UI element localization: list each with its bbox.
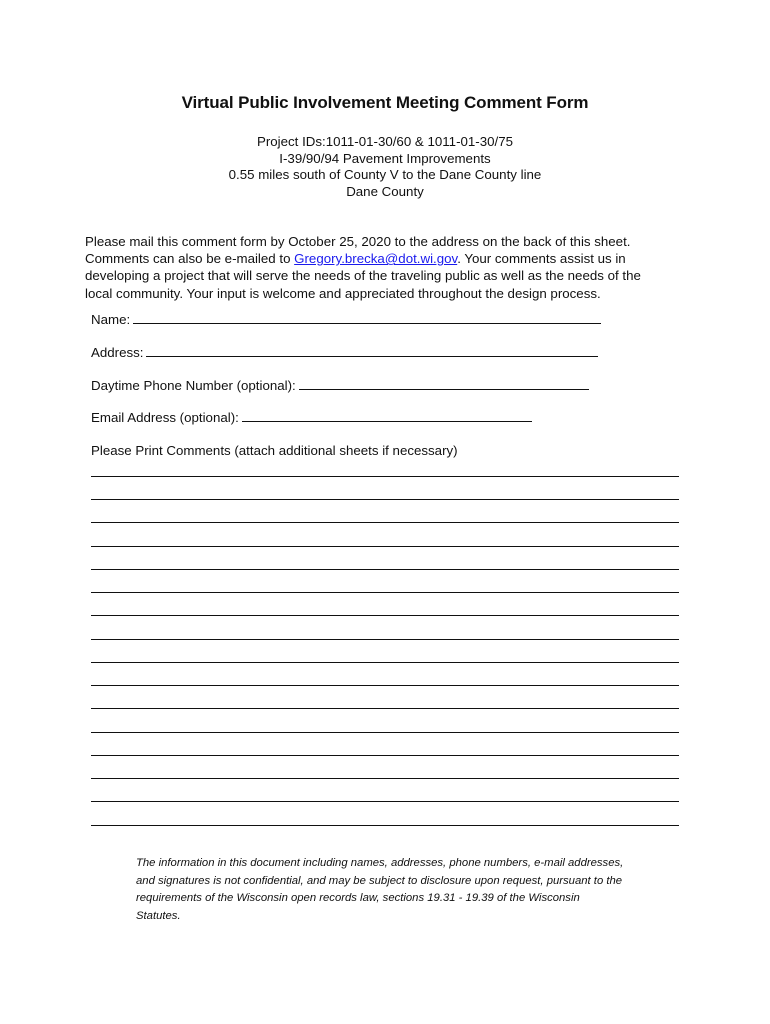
intro-line-2-before: Comments can also be e-mailed to: [85, 251, 295, 267]
disclaimer-line-2: and signatures is not confidential, and may be subject to disclosure upon request, pursuant to the: [136, 874, 623, 887]
comment-line[interactable]: [91, 499, 679, 500]
comment-line[interactable]: [91, 825, 679, 826]
comment-line[interactable]: [91, 522, 679, 523]
comment-line[interactable]: [91, 569, 679, 570]
project-info: [0, 134, 770, 200]
comment-line[interactable]: [91, 615, 679, 616]
email-label: Email Address (optional):: [91, 410, 239, 425]
intro-line-2: [85, 250, 685, 267]
address-field: [91, 345, 598, 360]
phone-label: Daytime Phone Number (optional):: [91, 378, 296, 393]
name-label: Name:: [91, 312, 131, 327]
name-field: [91, 312, 601, 327]
intro-paragraph: [85, 233, 685, 302]
intro-line-2-after: . Your comments assist us in: [457, 251, 626, 267]
comment-line[interactable]: [91, 778, 679, 779]
comment-line[interactable]: [91, 546, 679, 547]
project-name: I-39/90/94 Pavement Improvements: [279, 150, 491, 166]
address-input-line[interactable]: [146, 345, 598, 357]
intro-line-3: developing a project that will serve the needs of the traveling public as well as the needs of the: [85, 268, 641, 284]
comments-label: Please Print Comments (attach additional sheets if necessary): [91, 443, 458, 458]
disclaimer-line-4: Statutes.: [136, 909, 181, 922]
form-title: Virtual Public Involvement Meeting Comment Form: [181, 93, 589, 112]
disclaimer: [136, 855, 696, 925]
comment-line[interactable]: [91, 592, 679, 593]
phone-input-line[interactable]: [299, 378, 589, 390]
comment-line[interactable]: [91, 662, 679, 663]
disclaimer-line-3: requirements of the Wisconsin open records law, sections 19.31 - 19.39 of the Wisconsin: [136, 892, 580, 904]
email-link[interactable]: Gregory.brecka@dot.wi.gov: [294, 251, 458, 267]
comment-line[interactable]: [91, 801, 679, 802]
email-field: [91, 410, 532, 425]
comment-line[interactable]: [91, 755, 679, 756]
comment-line[interactable]: [91, 708, 679, 709]
intro-line-1: Please mail this comment form by October 25, 2020 to the address on the back of this sheet.: [85, 234, 631, 249]
project-county: Dane County: [346, 183, 424, 199]
comment-line[interactable]: [91, 685, 679, 686]
phone-field: [91, 378, 589, 393]
address-label: Address:: [91, 345, 144, 360]
comment-line[interactable]: [91, 639, 679, 640]
disclaimer-line-1: The information in this document including names, addresses, phone numbers, e-mail addresses,: [136, 857, 624, 869]
comment-line[interactable]: [91, 732, 679, 733]
email-input-line[interactable]: [242, 410, 532, 422]
intro-line-4: local community. Your input is welcome and appreciated throughout the design process.: [85, 285, 601, 301]
project-ids: Project IDs:1011-01-30/60 & 1011-01-30/75: [256, 134, 513, 149]
project-location: 0.55 miles south of County V to the Dane County line: [228, 167, 542, 183]
comment-line[interactable]: [91, 476, 679, 477]
name-input-line[interactable]: [133, 312, 601, 324]
